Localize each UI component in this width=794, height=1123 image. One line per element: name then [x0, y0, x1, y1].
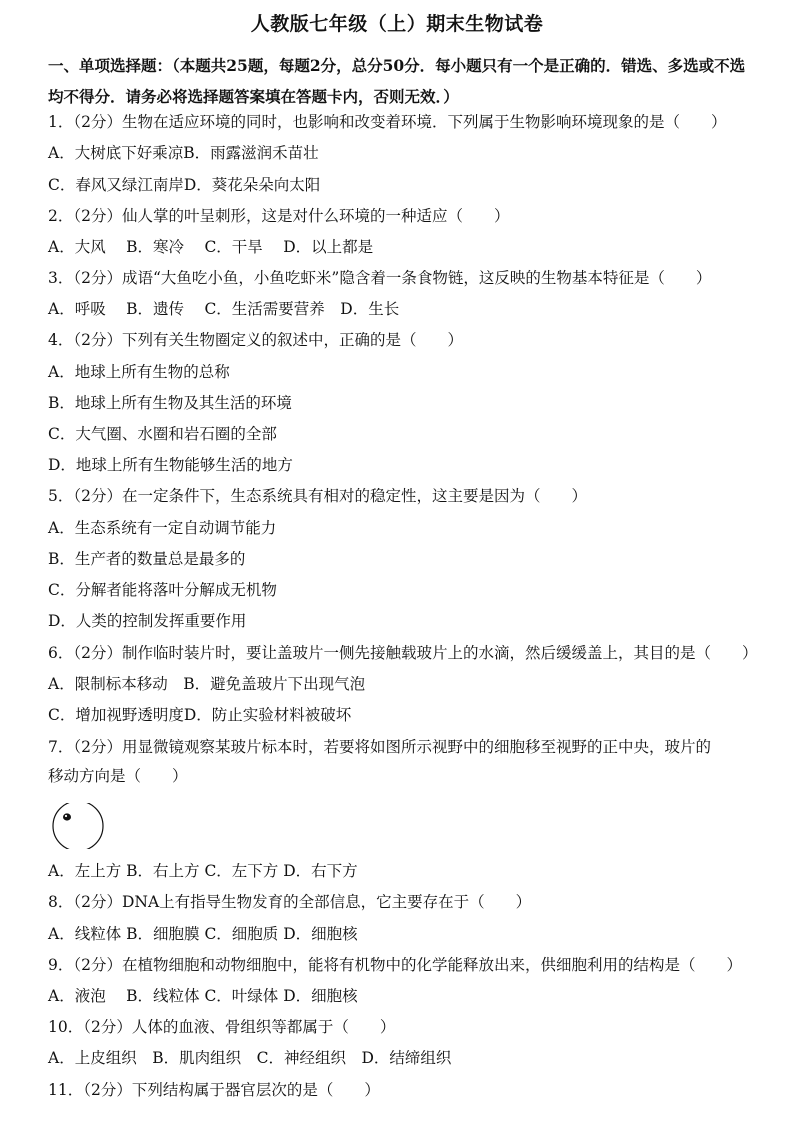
question-1-stem: 1．（2分）生物在适应环境的同时，也影响和改变着环境．下列属于生物影响环境现象的是（ ）: [48, 113, 727, 131]
question-2-stem: 2．（2分）仙人掌的叶呈刺形，这是对什么环境的一种适应（ ）: [48, 207, 510, 225]
question-1-option-line: A．大树底下好乘凉B．雨露滋润禾苗壮: [48, 144, 319, 162]
question-7-stem: 移动方向是（ ）: [48, 767, 188, 785]
question-5-stem: 5．（2分）在一定条件下，生态系统具有相对的稳定性，这主要是因为（ ）: [48, 487, 587, 505]
question-5-option-line: D．人类的控制发挥重要作用: [48, 612, 247, 630]
question-5-option-line: C．分解者能将落叶分解成无机物: [48, 581, 277, 599]
question-8-stem: 8．（2分）DNA上有指导生物发育的全部信息，它主要存在于（ ）: [48, 893, 532, 911]
field-of-view-circle: [53, 803, 103, 849]
question-2-option-line: A．大风 B．寒冷 C．干旱 D．以上都是: [48, 238, 374, 256]
question-4-option-line: C．大气圈、水圈和岩石圈的全部: [48, 425, 277, 443]
question-5-option-line: B．生产者的数量总是最多的: [48, 550, 246, 568]
question-1-option-line: C．春风又绿江南岸D．葵花朵朵向太阳: [48, 176, 321, 194]
question-9-stem: 9．（2分）在植物细胞和动物细胞中，能将有机物中的化学能释放出来，供细胞利用的结构是（ ）: [48, 956, 742, 974]
question-5-option-line: A．生态系统有一定自动调节能力: [48, 519, 277, 537]
question-7-stem: 7．（2分）用显微镜观察某玻片标本时，若要将如图所示视野中的细胞移至视野的正中央，玻片的: [48, 738, 711, 756]
question-6-option-line: C．增加视野透明度D．防止实验材料被破坏: [48, 706, 352, 724]
cell-mark: [63, 813, 71, 820]
question-4-option-line: D．地球上所有生物能够生活的地方: [48, 456, 293, 474]
question-4-option-line: B．地球上所有生物及其生活的环境: [48, 394, 292, 412]
question-7-option-line: A．左上方 B．右上方 C．左下方 D．右下方: [48, 862, 358, 880]
question-8-option-line: A．线粒体 B．细胞膜 C．细胞质 D．细胞核: [48, 925, 358, 943]
question-3-stem: 3．（2分）成语“大鱼吃小鱼，小鱼吃虾米”隐含着一条食物链，这反映的生物基本特征是（ ）: [48, 269, 712, 287]
question-10-stem: 10．（2分）人体的血液、骨组织等都属于（ ）: [48, 1018, 396, 1036]
question-3-option-line: A．呼吸 B．遗传 C．生活需要营养 D．生长: [48, 300, 400, 318]
question-4-stem: 4．（2分）下列有关生物圈定义的叙述中，正确的是（ ）: [48, 331, 463, 349]
question-11-stem: 11．（2分）下列结构属于器官层次的是（ ）: [48, 1081, 380, 1099]
question-10-option-line: A．上皮组织 B．肌肉组织 C．神经组织 D．结缔组织: [48, 1049, 452, 1067]
section-header: 一、单项选择题：（本题共25题，每题2分，总分50分．每小题只有一个是正确的．错选、多选或不选均不得分．请务必将选择题答案填在答题卡内，否则无效．）: [48, 56, 746, 106]
question-6-stem: 6．（2分）制作临时装片时，要让盖玻片一侧先接触载玻片上的水滴，然后缓缓盖上，其目的是（ ）: [48, 644, 758, 662]
question-9-option-line: A．液泡 B．线粒体 C．叶绿体 D．细胞核: [48, 987, 358, 1005]
microscope-field-figure: [50, 803, 106, 849]
question-4-option-line: A．地球上所有生物的总称: [48, 363, 230, 381]
question-6-option-line: A．限制标本移动 B．避免盖玻片下出现气泡: [48, 675, 366, 693]
page-title: 人教版七年级（上）期末生物试卷: [250, 13, 544, 35]
